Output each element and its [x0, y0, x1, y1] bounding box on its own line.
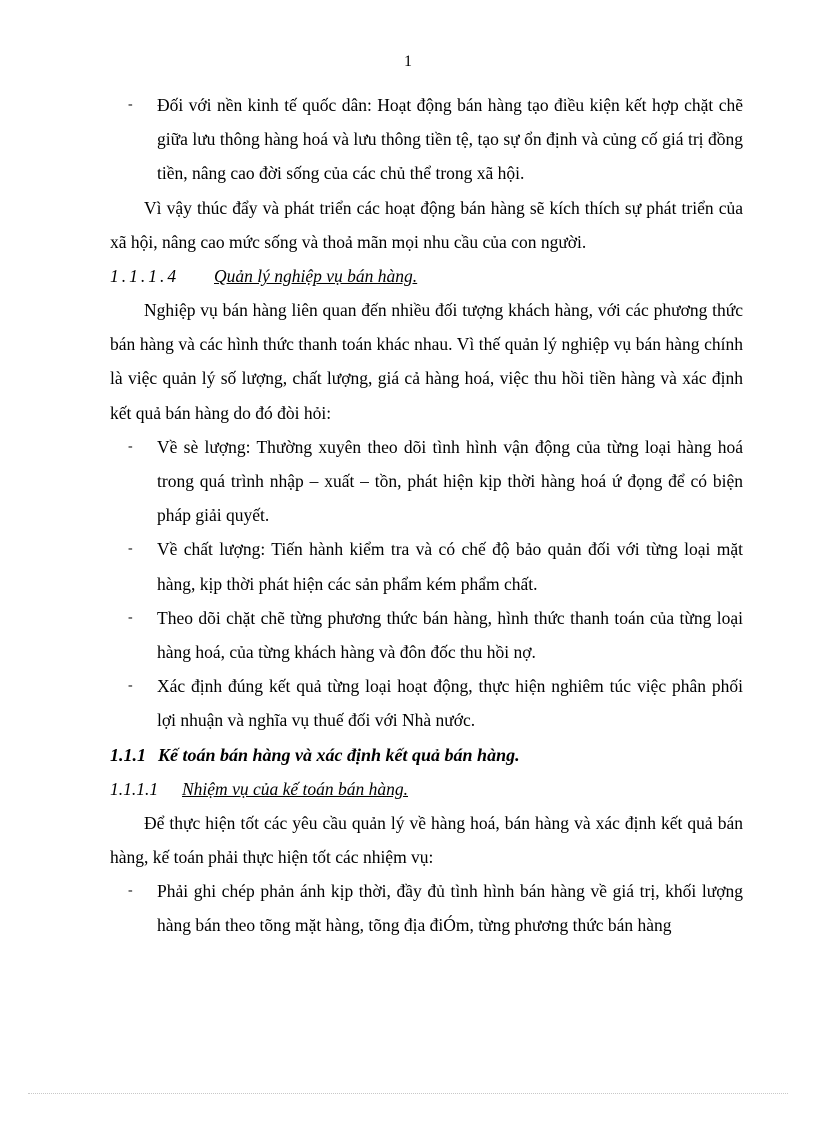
document-body	[110, 88, 743, 942]
page-number: 1	[404, 53, 412, 70]
page-bottom-divider	[28, 1093, 788, 1094]
paragraph: Vì vậy thúc đẩy và phát triển các hoạt động bán hàng sẽ kích thích sự phát triển của xã hội, nâng cao mức sống và thoả mãn mọi nhu cầu của con người.	[110, 197, 743, 252]
list-item-text: Theo dõi chặt chẽ từng phương thức bán hàng, hình thức thanh toán của từng loại hàng hoá, của từng khách hàng và đôn đốc thu hồi nợ.	[157, 607, 743, 663]
list-item	[110, 874, 743, 942]
list-item	[110, 88, 743, 191]
paragraph: Để thực hiện tốt các yêu cầu quản lý về hàng hoá, bán hàng và xác định kết quả bán hàng, kế toán phải thực hiện tốt các nhiệm vụ:	[110, 812, 743, 867]
list-item-text: Về chất lượng: Tiến hành kiểm tra và có chế độ bảo quản đối với từng loại mặt hàng, kịp thời phát hiện các sản phẩm kém phẩm chất.	[157, 539, 743, 594]
list-item	[110, 669, 743, 737]
bullet-marker: -	[128, 541, 133, 557]
section-heading-1-1-1-1	[110, 772, 743, 806]
list-item-text: Xác định đúng kết quả từng loại hoạt động, thực hiện nghiêm túc việc phân phối lợi nhuận và nghĩa vụ thuế đối với Nhà nước.	[157, 676, 743, 731]
section-title: Quản lý nghiệp vụ bán hàng.	[214, 266, 418, 287]
bullet-marker: -	[128, 883, 133, 899]
section-number: 1.1.1.4	[110, 266, 180, 287]
section-title: Kế toán bán hàng và xác định kết quả bán hàng.	[158, 744, 520, 765]
bullet-marker: -	[128, 609, 133, 625]
bullet-marker: -	[128, 438, 133, 454]
list-item	[110, 601, 743, 669]
list-item	[110, 430, 743, 533]
section-title: Nhiệm vụ của kế toán bán hàng.	[182, 778, 408, 799]
bullet-marker: -	[128, 678, 133, 694]
list-item-text: Về sè lượng: Thường xuyên theo dõi tình hình vận động của từng loại hàng hoá trong quá trình nhập – xuất – tồn, phát hiện kịp thời hàng hoá ứ đọng để có biện pháp giải quyết.	[157, 436, 743, 526]
section-heading-1-1-1-4	[110, 259, 743, 293]
list-item	[110, 532, 743, 600]
section-number: 1.1.1.1	[110, 778, 159, 799]
section-number: 1.1.1	[110, 744, 146, 765]
section-heading-1-1-1	[110, 738, 743, 772]
paragraph: Nghiệp vụ bán hàng liên quan đến nhiều đối tượng khách hàng, với các phương thức bán hàng và các hình thức thanh toán khác nhau. Vì thế quản lý nghiệp vụ bán hàng chính là việc quản lý số lượng, chất lượng, giá cả hàng hoá, việc thu hồi tiền hàng và xác định kết quả bán hàng do đó đòi hỏi:	[110, 300, 743, 423]
list-item-text: Đối với nền kinh tế quốc dân: Hoạt động bán hàng tạo điều kiện kết hợp chặt chẽ giữa lưu thông hàng hoá và lưu thông tiền tệ, tạo sự ổn định và củng cố giá trị đồng tiền, nâng cao đời sống của các chủ thể trong xã hội.	[157, 95, 743, 184]
bullet-marker: -	[128, 97, 133, 112]
list-item-text: Phải ghi chép phản ánh kịp thời, đầy đủ tình hình bán hàng về giá trị, khối lượng hàng bán theo tõng mặt hàng, tõng địa điÓm, từng phương thức bán hàng	[157, 881, 743, 936]
